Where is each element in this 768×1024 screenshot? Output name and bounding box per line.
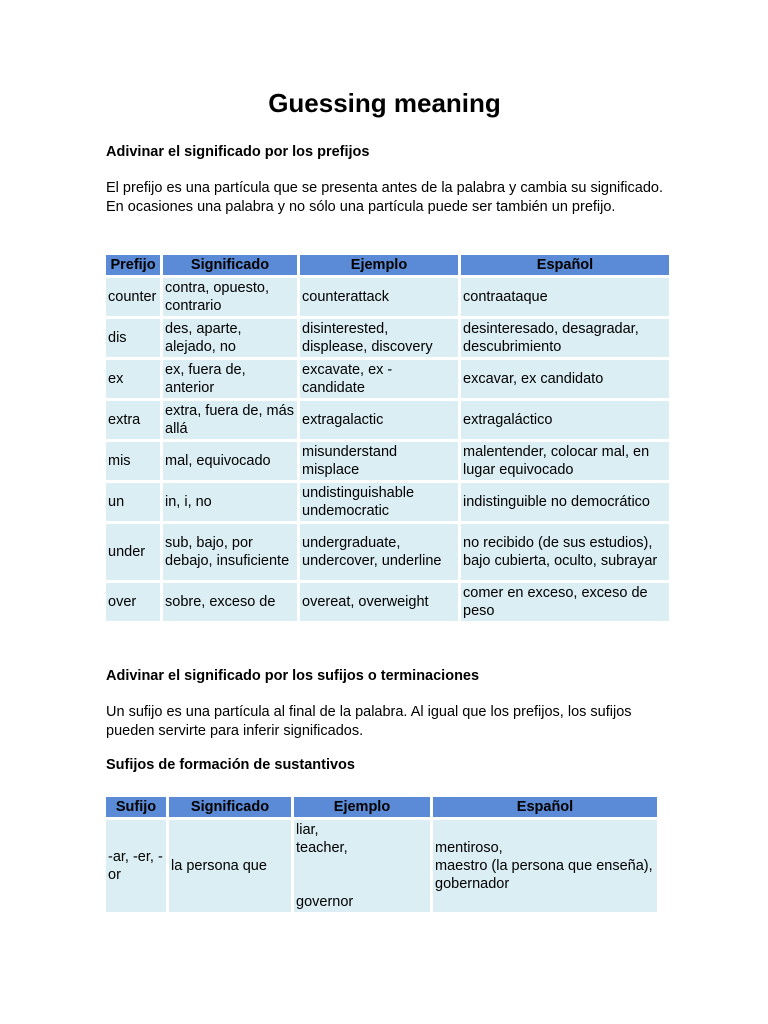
table-row: [106, 583, 669, 621]
example-cell: disinterested, displease, discovery: [300, 319, 458, 357]
spanish-col-header: Español: [461, 255, 669, 275]
example-cell: overeat, overweight: [300, 583, 458, 621]
table-row: [106, 360, 669, 398]
prefix-cell: un: [106, 483, 160, 521]
meaning-cell: sobre, exceso de: [163, 583, 297, 621]
suffix-col-header: Sufijo: [106, 797, 166, 817]
suffix-section-heading: Adivinar el significado por los sufijos o terminaciones: [106, 668, 480, 684]
prefix-cell: over: [106, 583, 160, 621]
prefix-col-header: Prefijo: [106, 255, 160, 275]
meaning-col-header: Significado: [169, 797, 291, 817]
prefix-cell: extra: [106, 401, 160, 439]
prefix-cell: counter: [106, 278, 160, 316]
example-cell: extragalactic: [300, 401, 458, 439]
suffix-table: [103, 794, 660, 915]
spanish-cell: malentender, colocar mal, en lugar equivocado: [461, 442, 669, 480]
suffix-table-header-row: [106, 797, 657, 817]
prefix-cell: ex: [106, 360, 160, 398]
example-cell: counterattack: [300, 278, 458, 316]
spanish-cell: indistinguible no democrático: [461, 483, 669, 521]
prefix-cell: dis: [106, 319, 160, 357]
table-row: [106, 442, 669, 480]
meaning-cell: in, i, no: [163, 483, 297, 521]
prefix-table-header-row: [106, 255, 669, 275]
spanish-cell: mentiroso, maestro (la persona que enseña), gobernador: [433, 820, 657, 912]
prefix-cell: under: [106, 524, 160, 580]
table-row: [106, 820, 657, 912]
spanish-cell: excavar, ex candidato: [461, 360, 669, 398]
meaning-cell: sub, bajo, por debajo, insuficiente: [163, 524, 297, 580]
meaning-cell: la persona que: [169, 820, 291, 912]
spanish-cell: comer en exceso, exceso de peso: [461, 583, 669, 621]
meaning-cell: extra, fuera de, más allá: [163, 401, 297, 439]
prefix-cell: mis: [106, 442, 160, 480]
spanish-cell: extragaláctico: [461, 401, 669, 439]
table-row: [106, 278, 669, 316]
noun-suffix-subheading: Sufijos de formación de sustantivos: [106, 757, 355, 773]
example-cell: excavate, ex - candidate: [300, 360, 458, 398]
page-title: Guessing meaning: [268, 88, 501, 118]
example-cell: undergraduate, undercover, underline: [300, 524, 458, 580]
prefix-intro-paragraph: El prefijo es una partícula que se presenta antes de la palabra y cambia su significado. En ocasiones una palabra y no sólo una partícula puede ser también un prefijo.: [106, 180, 663, 215]
table-row: [106, 524, 669, 580]
meaning-col-header: Significado: [163, 255, 297, 275]
example-col-header: Ejemplo: [300, 255, 458, 275]
spanish-col-header: Español: [433, 797, 657, 817]
table-row: [106, 483, 669, 521]
table-row: [106, 401, 669, 439]
table-row: [106, 319, 669, 357]
suffix-intro-paragraph: Un sufijo es una partícula al final de la palabra. Al igual que los prefijos, los sufijos pueden servirte para inferir significados.: [106, 704, 632, 739]
meaning-cell: contra, opuesto, contrario: [163, 278, 297, 316]
meaning-cell: ex, fuera de, anterior: [163, 360, 297, 398]
prefix-section-heading: Adivinar el significado por los prefijos: [106, 144, 370, 160]
suffix-cell: -ar, -er, -or: [106, 820, 166, 912]
prefix-table: [103, 252, 672, 624]
meaning-cell: des, aparte, alejado, no: [163, 319, 297, 357]
example-cell: liar, teacher, governor: [294, 820, 430, 912]
example-col-header: Ejemplo: [294, 797, 430, 817]
meaning-cell: mal, equivocado: [163, 442, 297, 480]
spanish-cell: contraataque: [461, 278, 669, 316]
example-cell: misunderstand misplace: [300, 442, 458, 480]
spanish-cell: desinteresado, desagradar, descubrimiento: [461, 319, 669, 357]
spanish-cell: no recibido (de sus estudios), bajo cubierta, oculto, subrayar: [461, 524, 669, 580]
example-cell: undistinguishable undemocratic: [300, 483, 458, 521]
